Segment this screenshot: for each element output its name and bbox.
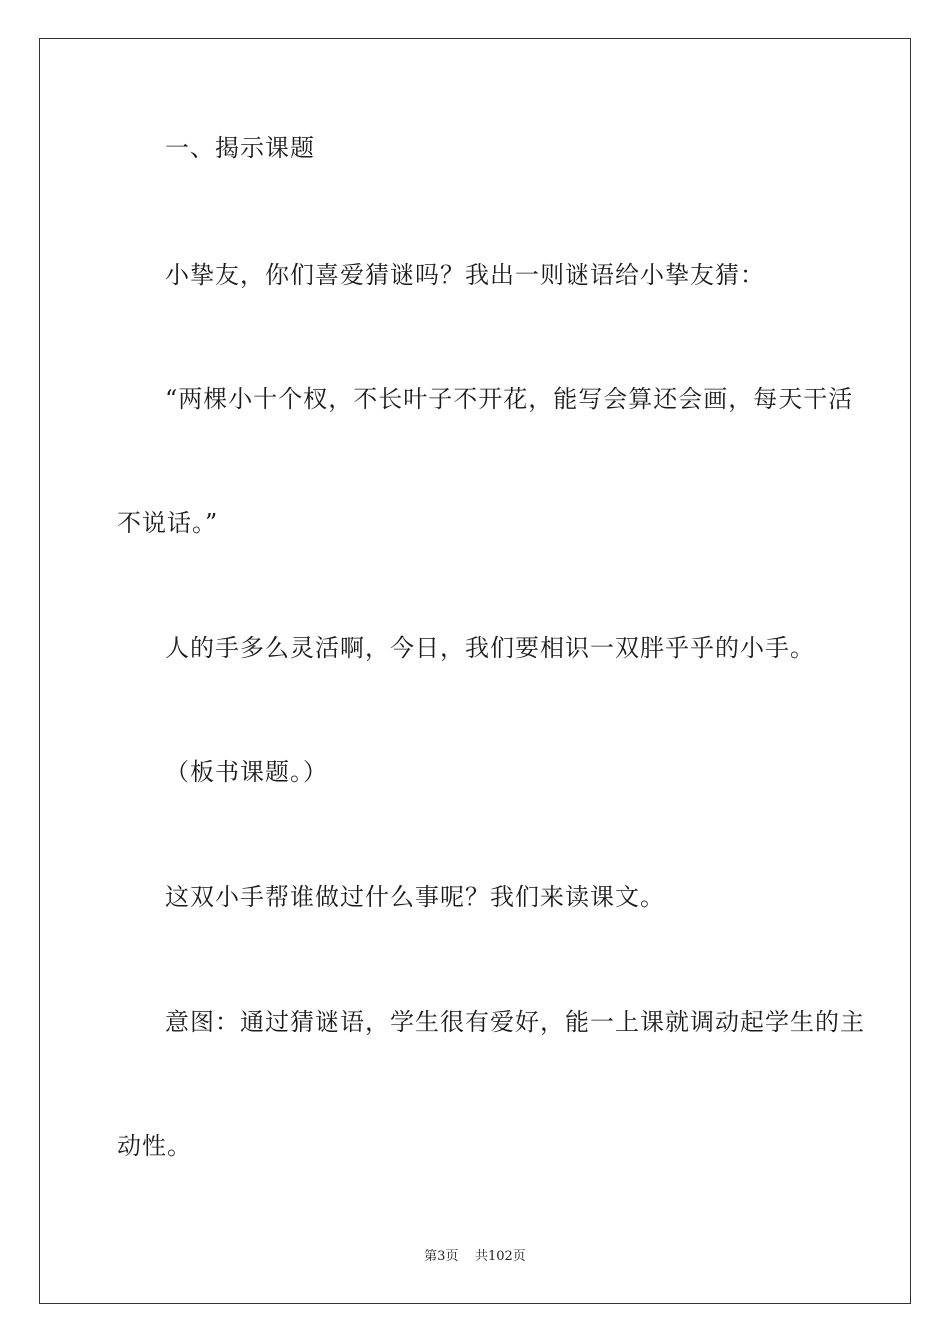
- intent-paragraph: 意图：通过猜谜语，学生很有爱好，能一上课就调动起学生的主: [165, 1008, 865, 1036]
- board-note: （板书课题。）: [165, 758, 328, 786]
- body-paragraph: 小挚友，你们喜爱猜谜吗？我出一则谜语给小挚友猜：: [165, 261, 765, 289]
- page-footer: [0, 1249, 950, 1265]
- body-paragraph: 这双小手帮谁做过什么事呢？我们来读课文。: [165, 883, 665, 911]
- page-border: [39, 38, 911, 1304]
- body-paragraph: 人的手多么灵活啊，今日，我们要相识一双胖乎乎的小手。: [165, 634, 815, 662]
- intent-paragraph-continued: 动性。: [117, 1132, 192, 1160]
- page-number: 第3页: [424, 1249, 459, 1264]
- riddle-line-continued: 不说话。”: [117, 509, 219, 537]
- section-heading: 一、揭示课题: [165, 134, 315, 162]
- riddle-line: “两棵小十个杈，不长叶子不开花，能写会算还会画，每天干活: [165, 385, 854, 413]
- page-total: 共102页: [474, 1249, 526, 1264]
